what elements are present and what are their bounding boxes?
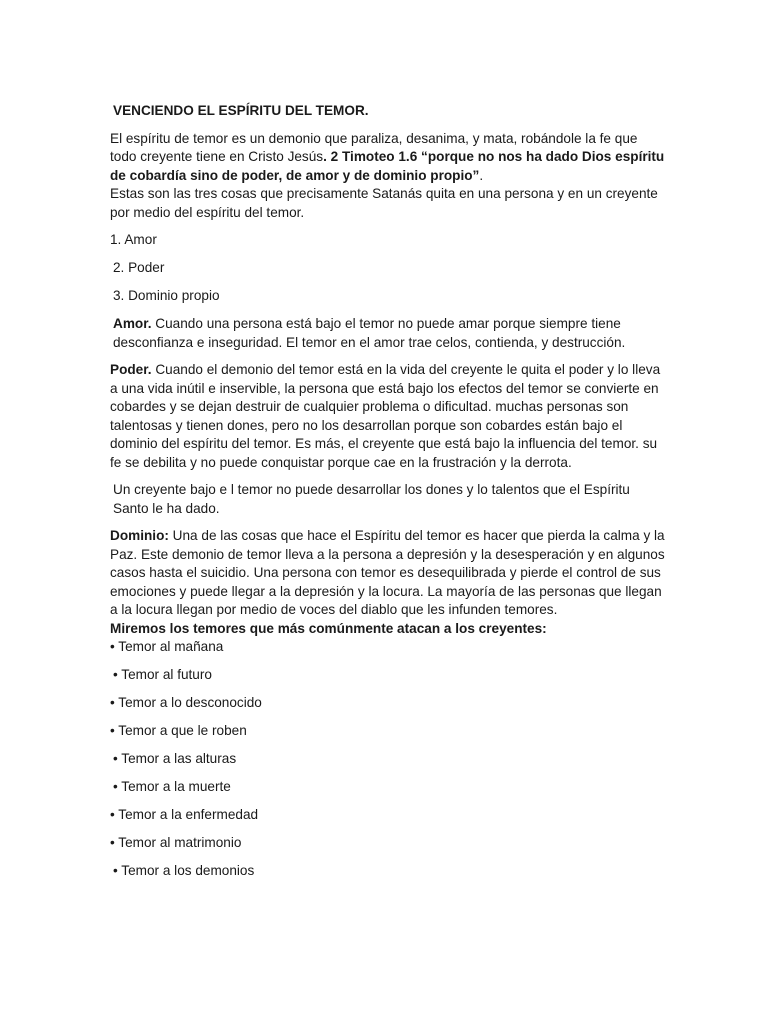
list-item: • Temor a que le roben [110,723,247,738]
list-item: • Temor a las alturas [113,751,237,766]
poder-label: Poder. [110,362,152,377]
document-title: VENCIENDO EL ESPÍRITU DEL TEMOR. [113,103,369,118]
list-item: • Temor al futuro [113,667,212,682]
amor-label: Amor. [113,316,152,331]
poder-paragraph [110,361,665,472]
intro-continuation: Estas son las tres cosas que precisamente Satanás quita en una persona y en un creyente por medio del espíritu del temor. [110,186,658,220]
intro-end: . [479,167,484,183]
list-item: • Temor a la enfermedad [110,807,259,822]
creyente-paragraph: Un creyente bajo e l temor no puede desarrollar los dones y lo talentos que el Espíritu Santo le ha dado. [113,482,630,516]
amor-paragraph [110,315,665,352]
list-item: • Temor a la muerte [113,779,231,794]
numbered-item-amor: 1. Amor [110,232,157,247]
numbered-list [110,231,665,306]
miremos-heading: Miremos los temores que más comúnmente atacan a los creyentes: [110,620,547,636]
poder-text: Cuando el demonio del temor está en la vida del creyente le quita el poder y lo lleva a una vida inútil e inservible, la persona que está bajo los efectos del temor se convierte en cobardes y se dejan destruir de cualquier problema o dificultad. muchas personas son talentosas y tienen dones, pero no los desarrollan porque son cobardes están bajo el dominio del espíritu del temor. Es más, el creyente que está bajo la influencia del temor. su fe se debilita y no puede conquistar porque cae en la frustración y la derrota. [110,362,661,470]
fears-list [110,638,665,881]
list-item: • Temor a los demonios [113,863,255,878]
numbered-item-poder: 2. Poder [113,260,165,275]
dominio-paragraph [110,527,665,620]
document-page [110,102,665,890]
list-item: • Temor a lo desconocido [110,695,262,710]
intro-text: El espíritu de temor es un demonio que paraliza, desanima, y mata, robándole la fe que todo creyente tiene en Cristo Jesús [110,130,638,164]
intro-bible-reference: . 2 Timoteo 1.6 “porque no nos ha dado Dios espíritu de cobardía sino de poder, de amor y de dominio propio” [110,149,665,183]
list-item: • Temor al matrimonio [110,835,242,850]
intro-paragraph [110,130,665,186]
numbered-item-dominio: 3. Dominio propio [113,288,220,303]
dominio-label: Dominio: [110,528,169,543]
amor-text: Cuando una persona está bajo el temor no puede amar porque siempre tiene desconfianza e inseguridad. El temor en el amor trae celos, contienda, y destrucción. [113,316,626,350]
dominio-text: Una de las cosas que hace el Espíritu del temor es hacer que pierda la calma y la Paz. Este demonio de temor lleva a la persona a depresión y la desesperación y en algunos casos hasta el suicidio. Una persona con temor es desequilibrada y pierde el control de sus emociones y puede llegar a la depresión y la locura. La mayoría de las personas que llegan a la locura llegan por medio de voces del diablo que les infunden temores. [110,528,665,617]
list-item: • Temor al mañana [110,639,224,654]
